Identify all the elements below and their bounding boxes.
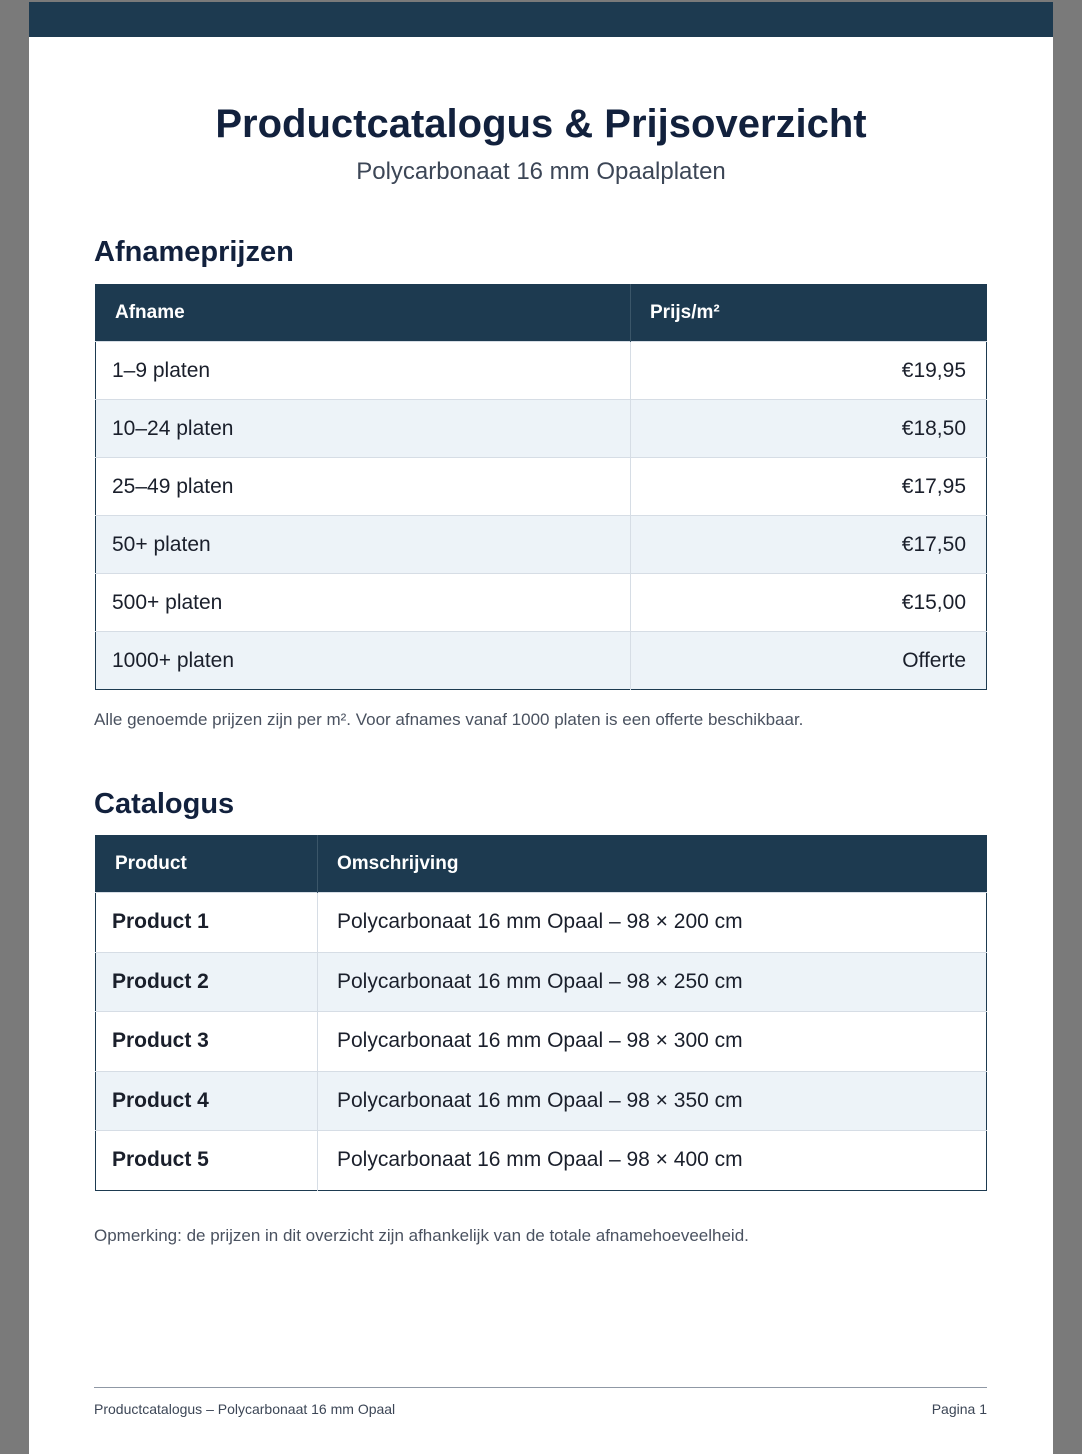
table-row xyxy=(96,952,987,1012)
document-page xyxy=(29,2,1053,1454)
product-name-cell: Product 5 xyxy=(96,1131,318,1191)
column-header-price: Prijs/m² xyxy=(631,285,987,342)
price-cell: €17,95 xyxy=(631,458,987,516)
table-row xyxy=(96,458,987,516)
quantity-cell: 1000+ platen xyxy=(96,632,631,690)
table-row xyxy=(96,400,987,458)
catalog-table xyxy=(95,835,987,1191)
column-header-description: Omschrijving xyxy=(318,836,987,893)
price-cell: €15,00 xyxy=(631,574,987,632)
quantity-cell: 25–49 platen xyxy=(96,458,631,516)
price-cell: €18,50 xyxy=(631,400,987,458)
prices-header-row xyxy=(96,285,987,342)
product-description-cell: Polycarbonaat 16 mm Opaal – 98 × 350 cm xyxy=(318,1071,987,1131)
page-subtitle: Polycarbonaat 16 mm Opaalplaten xyxy=(356,158,726,185)
table-row xyxy=(96,632,987,690)
product-description-cell: Polycarbonaat 16 mm Opaal – 98 × 300 cm xyxy=(318,1012,987,1072)
prices-table xyxy=(95,284,987,690)
table-row xyxy=(96,342,987,400)
table-row xyxy=(96,1071,987,1131)
product-description-cell: Polycarbonaat 16 mm Opaal – 98 × 400 cm xyxy=(318,1131,987,1191)
price-cell: Offerte xyxy=(631,632,987,690)
product-name-cell: Product 2 xyxy=(96,952,318,1012)
table-row xyxy=(96,516,987,574)
footer-divider xyxy=(94,1387,987,1388)
product-description-cell: Polycarbonaat 16 mm Opaal – 98 × 200 cm xyxy=(318,893,987,953)
page-number: Pagina 1 xyxy=(931,1401,987,1417)
catalog-note: Opmerking: de prijzen in dit overzicht zijn afhankelijk van de totale afnamehoeveelheid. xyxy=(94,1226,749,1245)
footer-title: Productcatalogus – Polycarbonaat 16 mm Opaal xyxy=(94,1401,396,1417)
table-row xyxy=(96,893,987,953)
column-header-product: Product xyxy=(96,836,318,893)
product-name-cell: Product 1 xyxy=(96,893,318,953)
page-title: Productcatalogus & Prijsoverzicht xyxy=(215,102,867,146)
prices-note: Alle genoemde prijzen zijn per m². Voor afnames vanaf 1000 platen is een offerte beschikbaar. xyxy=(94,710,804,729)
catalog-header-row xyxy=(96,836,987,893)
price-cell: €19,95 xyxy=(631,342,987,400)
table-row xyxy=(96,574,987,632)
quantity-cell: 500+ platen xyxy=(96,574,631,632)
prices-heading: Afnameprijzen xyxy=(94,236,294,268)
table-row xyxy=(96,1012,987,1072)
header-bar xyxy=(29,2,1053,37)
catalog-heading: Catalogus xyxy=(94,788,235,820)
quantity-cell: 1–9 platen xyxy=(96,342,631,400)
quantity-cell: 10–24 platen xyxy=(96,400,631,458)
table-row xyxy=(96,1131,987,1191)
product-name-cell: Product 3 xyxy=(96,1012,318,1072)
quantity-cell: 50+ platen xyxy=(96,516,631,574)
product-name-cell: Product 4 xyxy=(96,1071,318,1131)
price-cell: €17,50 xyxy=(631,516,987,574)
product-description-cell: Polycarbonaat 16 mm Opaal – 98 × 250 cm xyxy=(318,952,987,1012)
column-header-quantity: Afname xyxy=(96,285,631,342)
